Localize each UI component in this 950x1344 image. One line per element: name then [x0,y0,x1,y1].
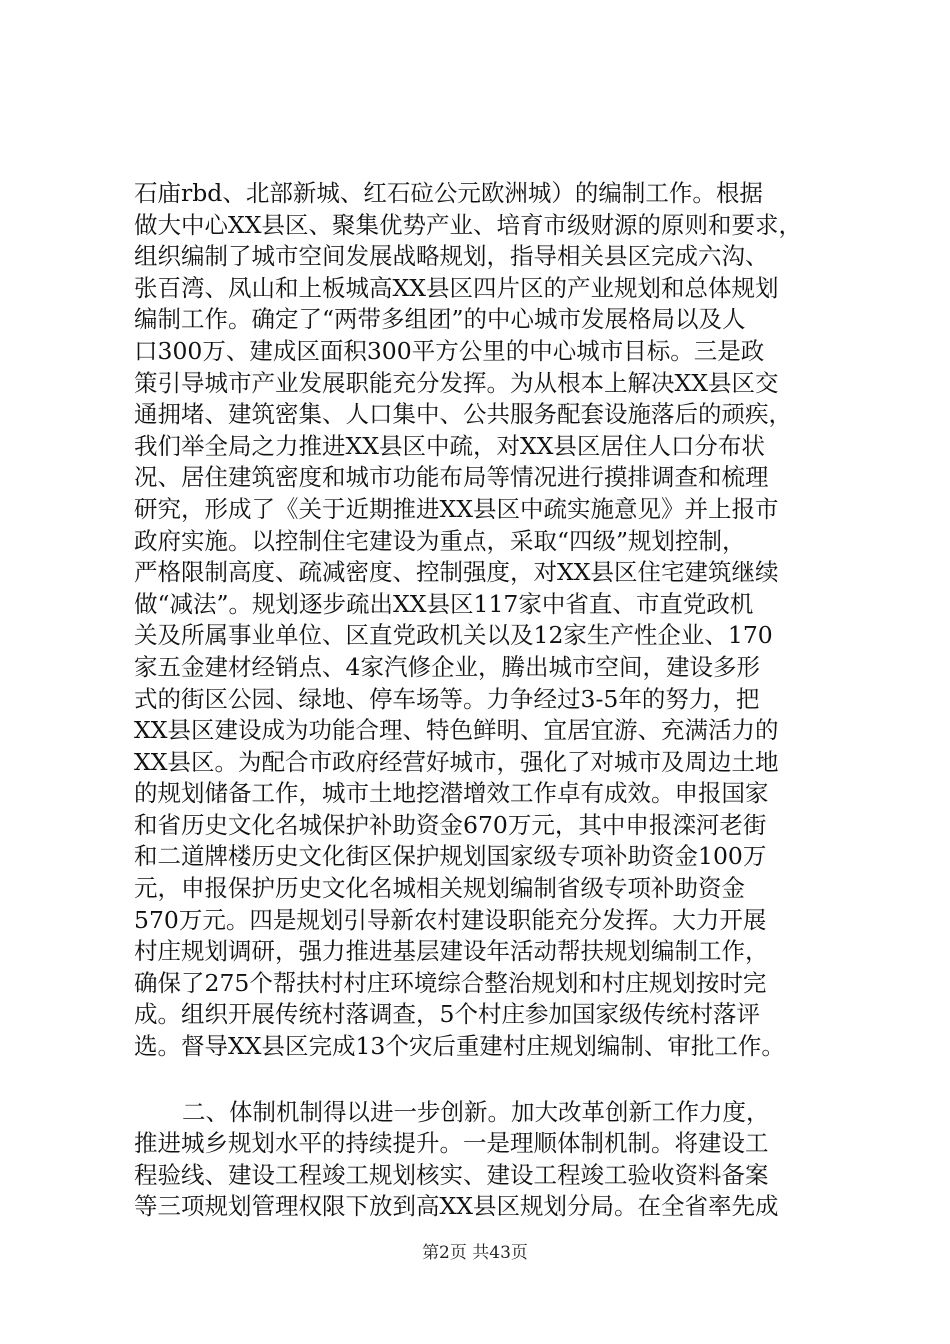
text-line: 组织编制了城市空间发展战略规划，指导相关县区完成六沟、 [134,242,769,271]
text-line: 式的街区公园、绿地、停车场等。力争经过3-5年的努力，把 [134,684,760,713]
text-line: 做“减法”。规划逐步疏出XX县区117家中省直、市直党政机 [134,589,754,618]
text-line: 570万元。四是规划引导新农村建设职能充分发挥。大力开展 [134,905,767,934]
text-line: 策引导城市产业发展职能充分发挥。为从根本上解决XX县区交 [134,368,779,397]
text-line: 做大中心XX县区、聚集优势产业、培育市级财源的原则和要求， [134,210,802,239]
page-footer: 第2页 共43页 [422,1243,528,1263]
text-line: 石庙rbd、北部新城、红石砬公元欧洲城）的编制工作。根据 [134,179,763,207]
text-line: 程验线、建设工程竣工规划核实、建设工程竣工验收资料备案 [134,1160,769,1189]
text-line: 况、居住建筑密度和城市功能布局等情况进行摸排调查和梳理 [134,463,769,492]
text-line: 口300万、建成区面积300平方公里的中心城市目标。三是政 [134,336,765,365]
text-line: 严格限制高度、疏减密度、控制强度，对XX县区住宅建筑继续 [134,558,779,587]
text-line: 政府实施。以控制住宅建设为重点，采取“四级”规划控制， [134,526,746,555]
text-line: 元，申报保护历史文化名城相关规划编制省级专项补助资金 [134,874,745,903]
text-line: 二、体制机制得以进一步创新。加大改革创新工作力度， [182,1097,770,1126]
text-line: 张百湾、凤山和上板城高XX县区四片区的产业规划和总体规划 [134,273,779,302]
text-line: 和省历史文化名城保护补助资金670万元，其中申报滦河老街 [134,810,767,839]
text-line: 村庄规划调研，强力推进基层建设年活动帮扶规划编制工作， [134,937,769,966]
text-line: 推进城乡规划水平的持续提升。一是理顺体制机制。将建设工 [134,1129,769,1158]
text-line: 等三项规划管理权限下放到高XX县区规划分局。在全省率先成 [134,1192,779,1221]
text-line: 的规划储备工作，城市土地挖潜增效工作卓有成效。申报国家 [134,779,769,808]
text-line: 成。组织开展传统村落调查，5个村庄参加国家级传统村落评 [134,1000,760,1029]
paragraph-2 [134,1097,854,1223]
text-line: 编制工作。确定了“两带多组团”的中心城市发展格局以及人 [134,305,746,334]
text-line: 选。督导XX县区完成13个灾后重建村庄规划编制、审批工作。 [134,1032,785,1061]
text-line: 关及所属事业单位、区直党政机关以及12家生产性企业、170 [134,621,773,650]
text-line: 和二道牌楼历史文化街区保护规划国家级专项补助资金100万 [134,842,767,871]
text-line: 家五金建材经销点、4家汽修企业，腾出城市空间，建设多形 [134,652,760,681]
text-line: 研究，形成了《关于近期推进XX县区中疏实施意见》并上报市 [134,494,779,523]
text-line: 通拥堵、建筑密集、人口集中、公共服务配套设施落后的顽疾， [134,400,792,429]
paragraph-1 [134,178,854,1063]
text-line: 确保了275个帮扶村村庄环境综合整治规划和村庄规划按时完 [134,968,767,997]
document-body [134,178,854,1223]
text-line: XX县区建设成为功能合理、特色鲜明、宜居宜游、充满活力的 [134,716,779,745]
text-line: 我们举全局之力推进XX县区中疏，对XX县区居住人口分布状 [134,431,765,460]
text-line: XX县区。为配合市政府经营好城市，强化了对城市及周边土地 [134,747,779,776]
